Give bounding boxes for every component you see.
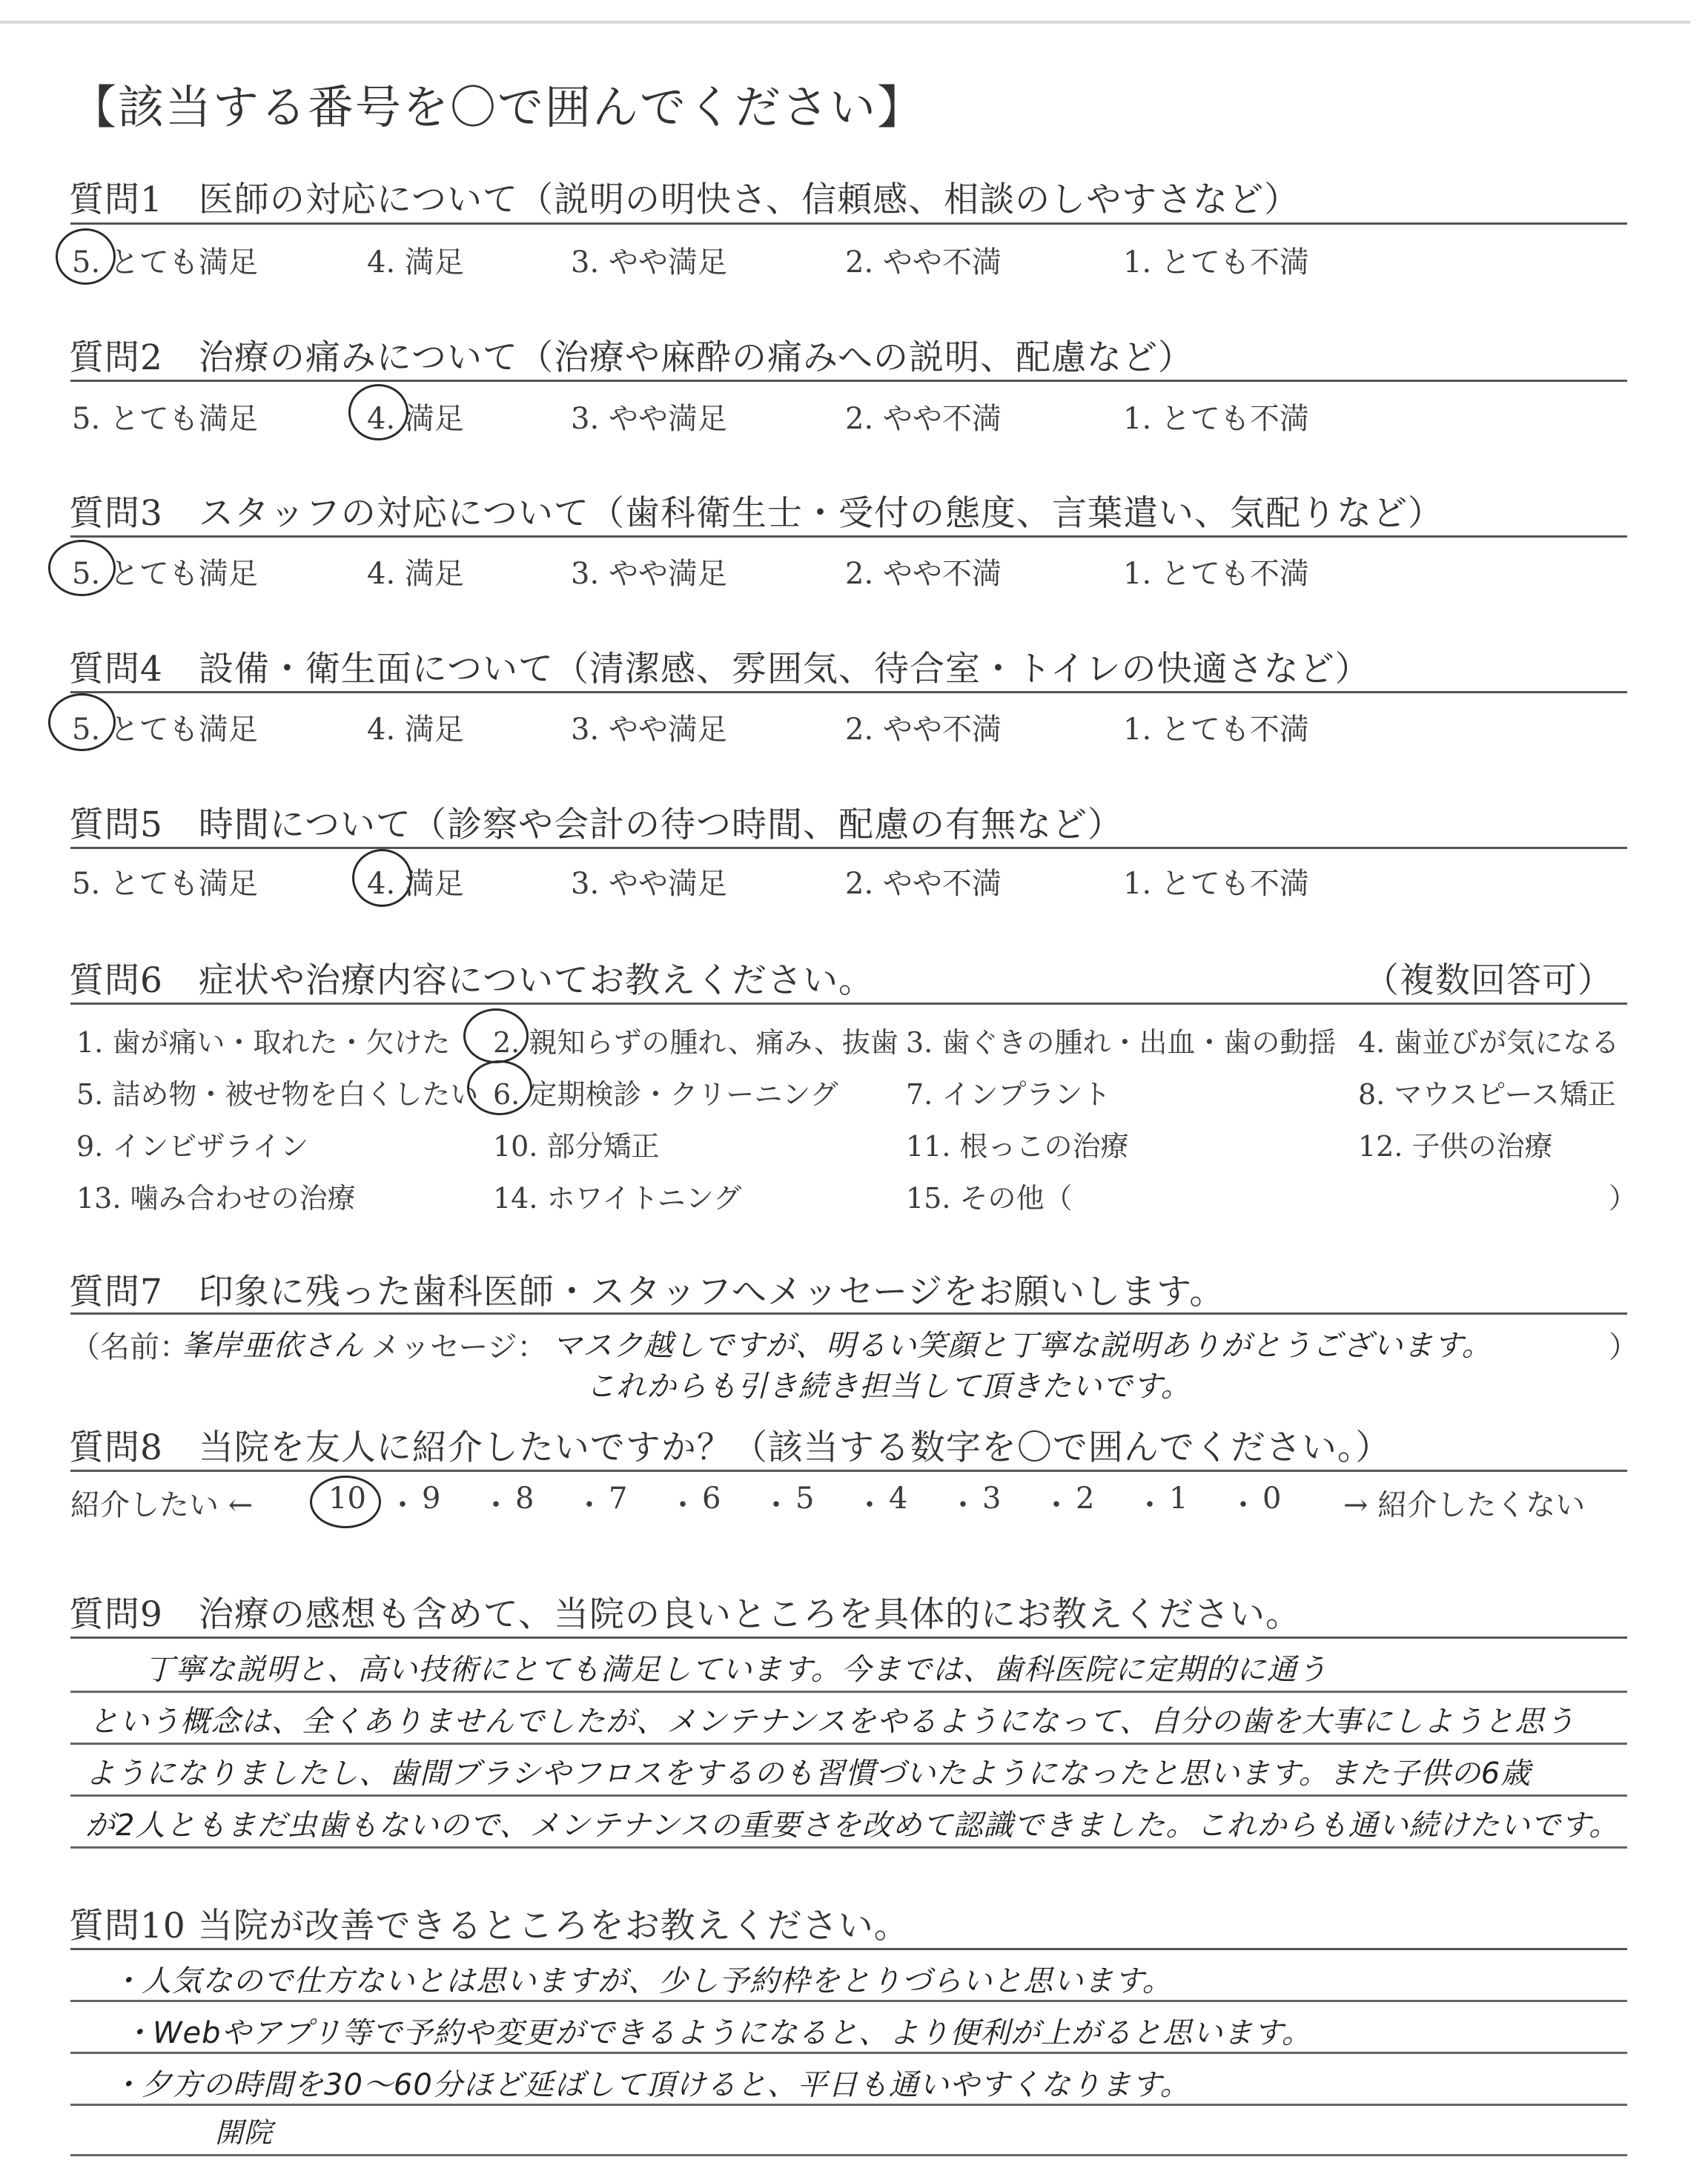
question-10-label: 質問10 当院が改善できるところをお教えください。 xyxy=(69,1906,910,1946)
q10-rule-2 xyxy=(70,2052,1627,2054)
q4-option-2[interactable]: 2. やや不満 xyxy=(845,713,1002,747)
question-2-label: 質問2 治療の痛みについて（治療や麻酔の痛みへの説明、配慮など） xyxy=(69,337,1194,378)
q1-option-2[interactable]: 2. やや不満 xyxy=(845,245,1002,280)
question-6-note: （複数回答可） xyxy=(1364,960,1613,1001)
q4-option-4[interactable]: 4. 満足 xyxy=(367,713,464,747)
question-4-label: 質問4 設備・衛生面について（清潔感、雰囲気、待合室・トイレの快適さなど） xyxy=(69,649,1371,690)
q10-answer-line-1: ・人気なので仕方ないとは思いますが、少し予約枠をとりづらいと思います。 xyxy=(111,1964,1173,1998)
q8-separator-dot: ・ xyxy=(1228,1488,1258,1522)
q8-number-9[interactable]: 9 xyxy=(422,1482,441,1516)
question-4-rule xyxy=(70,691,1627,693)
q9-rule-1 xyxy=(70,1691,1627,1693)
q8-separator-dot: ・ xyxy=(481,1488,511,1522)
top-edge-line xyxy=(0,21,1690,24)
q6-item-1[interactable]: 1. 歯が痛い・取れた・欠けた xyxy=(76,1026,451,1059)
question-6-rule xyxy=(70,1003,1627,1005)
q6-item-12[interactable]: 12. 子供の治療 xyxy=(1358,1130,1553,1163)
q6-item-13[interactable]: 13. 噛み合わせの治療 xyxy=(76,1182,356,1215)
q10-rule-4 xyxy=(70,2154,1627,2156)
q8-separator-dot: ・ xyxy=(1042,1488,1071,1522)
question-3-label: 質問3 スタッフの対応について（歯科衛生士・受付の態度、言葉遣い、気配りなど） xyxy=(69,493,1443,534)
q6-item-7[interactable]: 7. インプラント xyxy=(906,1078,1111,1111)
question-7-label: 質問7 印象に残った歯科医師・スタッフへメッセージをお願いします。 xyxy=(69,1272,1225,1312)
q5-option-2[interactable]: 2. やや不満 xyxy=(845,867,1002,901)
question-6-label: 質問6 症状や治療内容についてお教えください。 xyxy=(69,960,874,1001)
q7-name-prefix: （名前： xyxy=(70,1330,189,1364)
q10-insert-note: 開院 xyxy=(215,2116,274,2149)
q6-item-15-close: ） xyxy=(1609,1182,1638,1215)
q9-rule-2 xyxy=(70,1743,1627,1745)
q9-answer-line-2: という概念は、全くありませんでしたが、メンテナンスをやるようになって、自分の歯を大事にしようと思う xyxy=(89,1705,1575,1739)
page-title: 【該当する番号を〇で囲んでください】 xyxy=(70,80,925,134)
q8-number-0[interactable]: 0 xyxy=(1262,1482,1282,1516)
q8-number-2[interactable]: 2 xyxy=(1076,1482,1095,1516)
q8-number-8[interactable]: 8 xyxy=(515,1482,534,1516)
q10-rule-3 xyxy=(70,2104,1627,2106)
q9-answer-line-1: 丁寧な説明と、高い技術にとても満足しています。今までは、歯科医院に定期的に通う xyxy=(145,1653,1328,1687)
q3-option-5[interactable]: 5. とても満足 xyxy=(72,557,258,591)
question-3-rule xyxy=(70,535,1627,538)
q6-item-10[interactable]: 10. 部分矯正 xyxy=(493,1130,660,1163)
q1-option-3[interactable]: 3. やや満足 xyxy=(571,245,727,280)
q2-option-1[interactable]: 1. とても不満 xyxy=(1123,402,1309,436)
q8-number-5[interactable]: 5 xyxy=(795,1482,815,1516)
q5-option-4[interactable]: 4. 満足 xyxy=(367,867,464,901)
q7-message-line2: これからも引き続き担当して頂きたいです。 xyxy=(586,1370,1191,1404)
question-2-rule xyxy=(70,380,1627,382)
q5-option-3[interactable]: 3. やや満足 xyxy=(571,867,727,901)
q6-item-15[interactable]: 15. その他（ xyxy=(906,1182,1073,1215)
q3-option-2[interactable]: 2. やや不満 xyxy=(845,557,1002,591)
q7-message-line1: マスク越しですが、明るい笑顔と丁寧な説明ありがとうございます。 xyxy=(552,1329,1492,1363)
q7-message-prefix: メッセージ： xyxy=(371,1330,547,1364)
question-9-rule-0 xyxy=(70,1636,1627,1639)
q3-option-4[interactable]: 4. 満足 xyxy=(367,557,464,591)
q5-option-1[interactable]: 1. とても不満 xyxy=(1123,867,1309,901)
q2-option-2[interactable]: 2. やや不満 xyxy=(845,402,1002,436)
q3-selection-circle xyxy=(48,540,116,596)
q1-option-1[interactable]: 1. とても不満 xyxy=(1123,245,1309,280)
q8-number-7[interactable]: 7 xyxy=(609,1482,628,1516)
q8-left-label: 紹介したい ← xyxy=(70,1488,254,1522)
q2-option-5[interactable]: 5. とても満足 xyxy=(72,402,258,436)
q8-separator-dot: ・ xyxy=(855,1488,884,1522)
q6-item-11[interactable]: 11. 根っこの治療 xyxy=(906,1130,1129,1163)
q4-selection-circle xyxy=(48,693,116,751)
q8-separator-dot: ・ xyxy=(1135,1488,1165,1522)
q6-item-8[interactable]: 8. マウスピース矯正 xyxy=(1358,1078,1616,1111)
q5-selection-circle xyxy=(352,849,412,907)
q7-close: ） xyxy=(1609,1330,1638,1364)
q1-selection-circle xyxy=(56,228,116,285)
q8-right-label: → 紹介したくない xyxy=(1343,1488,1586,1522)
question-8-label: 質問8 当院を友人に紹介したいですか？（該当する数字を〇で囲んでください。） xyxy=(69,1427,1391,1468)
q4-option-3[interactable]: 3. やや満足 xyxy=(571,713,727,747)
q9-answer-line-3: ようになりましたし、歯間ブラシやフロスをするのも習慣づいたようになったと思います。また子供の6歳 xyxy=(85,1757,1532,1791)
q6-item-9[interactable]: 9. インビザライン xyxy=(76,1130,309,1163)
q8-number-1[interactable]: 1 xyxy=(1169,1482,1188,1516)
q9-answer-line-4: が2人ともまだ虫歯もないので、メンテナンスの重要さを改めて認識できました。これからも通い続けたいです。 xyxy=(85,1809,1620,1843)
q7-name-handwritten: 峯岸亜依さん xyxy=(182,1329,364,1363)
q8-separator-dot: ・ xyxy=(948,1488,978,1522)
q2-option-4[interactable]: 4. 満足 xyxy=(367,402,464,436)
q6-item-2[interactable]: 2. 親知らずの腫れ、痛み、抜歯 xyxy=(493,1026,898,1059)
question-1-label: 質問1 医師の対応について（説明の明快さ、信頼感、相談のしやすさなど） xyxy=(69,179,1300,220)
q6-item-5[interactable]: 5. 詰め物・被せ物を白くしたい xyxy=(76,1078,479,1111)
q8-number-6[interactable]: 6 xyxy=(702,1482,721,1516)
question-5-label: 質問5 時間について（診察や会計の待つ時間、配慮の有無など） xyxy=(69,805,1123,845)
q9-rule-3 xyxy=(70,1794,1627,1797)
q8-separator-dot: ・ xyxy=(575,1488,604,1522)
q9-rule-4 xyxy=(70,1846,1627,1849)
question-7-rule xyxy=(70,1312,1627,1315)
question-8-rule xyxy=(70,1470,1627,1472)
q4-option-5[interactable]: 5. とても満足 xyxy=(72,713,258,747)
q8-selection-circle xyxy=(310,1476,381,1528)
q6-item-6[interactable]: 6. 定期検診・クリーニング xyxy=(493,1078,838,1111)
q1-option-4[interactable]: 4. 満足 xyxy=(367,245,464,280)
q6-item-3[interactable]: 3. 歯ぐきの腫れ・出血・歯の動揺 xyxy=(906,1026,1337,1059)
q4-option-1[interactable]: 1. とても不満 xyxy=(1123,713,1309,747)
q8-separator-dot: ・ xyxy=(388,1488,417,1522)
q6-item-14[interactable]: 14. ホワイトニング xyxy=(493,1182,742,1215)
q6-item-4[interactable]: 4. 歯並びが気になる xyxy=(1358,1026,1620,1059)
q10-answer-line-3: ・夕方の時間を30～60分ほど延ばして頂けると、平日も通いやすくなります。 xyxy=(111,2068,1191,2102)
q6-selection-circle-6 xyxy=(467,1060,532,1115)
q2-option-3[interactable]: 3. やや満足 xyxy=(571,402,727,436)
question-9-label: 質問9 治療の感想も含めて、当院の良いところを具体的にお教えください。 xyxy=(69,1594,1301,1635)
q2-selection-circle xyxy=(348,384,408,440)
q8-separator-dot: ・ xyxy=(761,1488,791,1522)
q3-option-1[interactable]: 1. とても不満 xyxy=(1123,557,1309,591)
q1-option-5[interactable]: 5. とても満足 xyxy=(72,245,258,280)
q8-number-3[interactable]: 3 xyxy=(982,1482,1002,1516)
q8-number-10[interactable]: 10 xyxy=(328,1482,366,1516)
q10-rule-1 xyxy=(70,2000,1627,2002)
q8-separator-dot: ・ xyxy=(668,1488,698,1522)
q10-answer-line-2: ・Webやアプリ等で予約や変更ができるようになると、より便利が上がると思います。 xyxy=(122,2016,1312,2050)
q8-number-4[interactable]: 4 xyxy=(889,1482,908,1516)
q3-option-3[interactable]: 3. やや満足 xyxy=(571,557,727,591)
question-1-rule xyxy=(70,222,1627,225)
question-10-rule-0 xyxy=(70,1948,1627,1950)
question-5-rule xyxy=(70,847,1627,849)
q6-selection-circle-2 xyxy=(463,1008,529,1063)
q5-option-5[interactable]: 5. とても満足 xyxy=(72,867,258,901)
